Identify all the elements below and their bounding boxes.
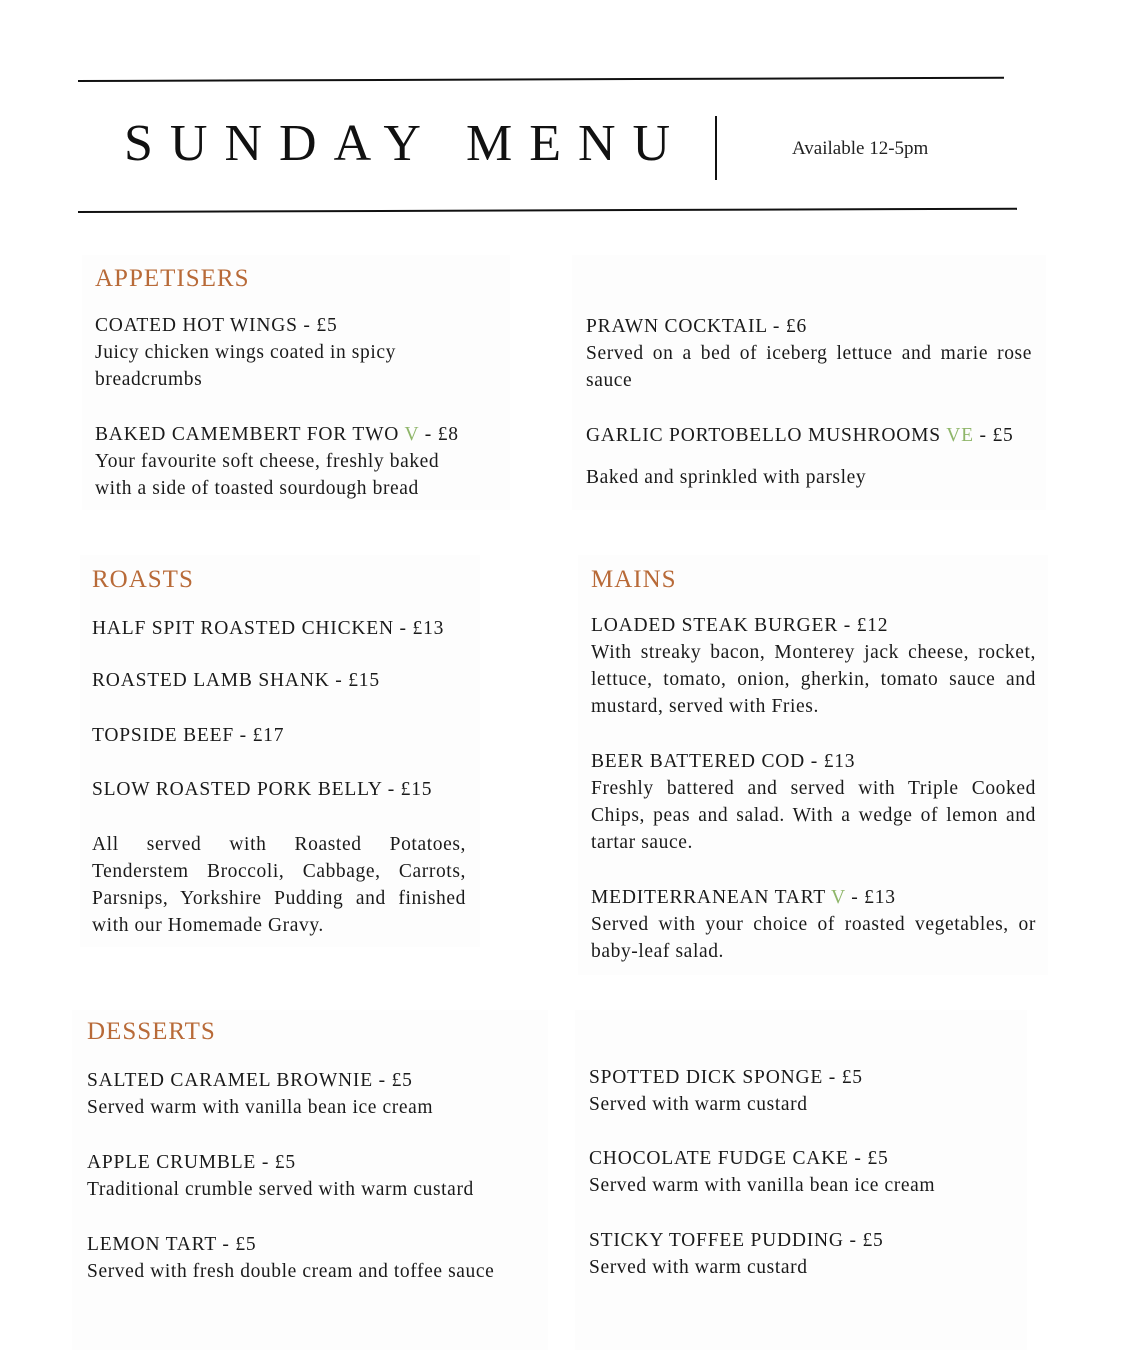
item-description: Traditional crumble served with warm custard bbox=[87, 1179, 474, 1200]
item-name: SALTED CARAMEL BROWNIE bbox=[87, 1070, 373, 1091]
item-name: STICKY TOFFEE PUDDING bbox=[589, 1230, 844, 1251]
menu-item-apple-crumble: APPLE CRUMBLE - £5 Traditional crumble served with warm custard bbox=[87, 1149, 474, 1203]
item-price: £17 bbox=[252, 725, 285, 746]
item-price: £15 bbox=[348, 670, 380, 691]
item-name: ROASTED LAMB SHANK bbox=[92, 670, 330, 691]
item-name: TOPSIDE BEEF bbox=[92, 725, 234, 746]
item-description: Served with fresh double cream and toffee sauce bbox=[87, 1261, 495, 1282]
item-name: SPOTTED DICK SPONGE bbox=[589, 1067, 824, 1088]
menu-item-mediterranean-tart: MEDITERRANEAN TART V - £13 Served with your choice of roasted vegetables, or baby-leaf salad. bbox=[591, 884, 1036, 965]
menu-item-lemon-tart: LEMON TART - £5 Served with fresh double cream and toffee sauce bbox=[87, 1231, 494, 1285]
item-price: £12 bbox=[856, 615, 889, 636]
item-price: £5 bbox=[841, 1067, 863, 1088]
item-name: CHOCOLATE FUDGE CAKE bbox=[589, 1148, 849, 1169]
item-description: Juicy chicken wings coated in spicy breadcrumbs bbox=[95, 342, 396, 390]
menu-item-beer-battered-cod: BEER BATTERED COD - £13 Freshly battered and served with Triple Cooked Chips, peas and salad. With a wedge of lemon and tartar sauce. bbox=[591, 748, 1036, 856]
item-description: Served warm with vanilla bean ice cream bbox=[87, 1097, 434, 1118]
item-description: Baked and sprinkled with parsley bbox=[586, 467, 867, 488]
item-name: SLOW ROASTED PORK BELLY bbox=[92, 779, 383, 800]
menu-item-topside-beef: TOPSIDE BEEF - £17 bbox=[92, 725, 285, 746]
item-name: BEER BATTERED COD bbox=[591, 751, 806, 772]
item-name: MEDITERRANEAN TART bbox=[591, 887, 826, 908]
item-name: PRAWN COCKTAIL bbox=[586, 316, 768, 337]
item-price: £5 bbox=[235, 1234, 257, 1255]
menu-item-prawn-cocktail: PRAWN COCKTAIL - £6 Served on a bed of iceberg lettuce and marie rose sauce bbox=[586, 313, 1032, 394]
item-name: LEMON TART bbox=[87, 1234, 217, 1255]
item-price: £5 bbox=[274, 1152, 296, 1173]
item-price: £5 bbox=[992, 425, 1014, 446]
item-price: £13 bbox=[864, 887, 896, 908]
item-price: £6 bbox=[785, 316, 807, 337]
menu-item-salted-caramel-brownie: SALTED CARAMEL BROWNIE - £5 Served warm with vanilla bean ice cream bbox=[87, 1067, 433, 1121]
menu-item-coated-hot-wings: COATED HOT WINGS - £5 Juicy chicken wings coated in spicy breadcrumbs bbox=[95, 312, 485, 393]
item-description: Served with warm custard bbox=[589, 1257, 808, 1278]
availability-text: Available 12-5pm bbox=[792, 138, 929, 159]
item-name: BAKED CAMEMBERT FOR TWO bbox=[95, 424, 400, 445]
roasts-accompaniments-note: All served with Roasted Potatoes, Tenderstem Broccoli, Cabbage, Carrots, Parsnips, Yorkshire Pudding and finished with our Homemade Gravy. bbox=[92, 834, 466, 936]
menu-item-pork-belly: SLOW ROASTED PORK BELLY - £15 bbox=[92, 779, 433, 800]
menu-item-half-spit-chicken: HALF SPIT ROASTED CHICKEN - £13 bbox=[92, 618, 445, 639]
header-divider bbox=[715, 116, 717, 180]
item-price: £5 bbox=[391, 1070, 413, 1091]
item-price: £15 bbox=[400, 779, 433, 800]
appetisers-heading: APPETISERS bbox=[95, 265, 250, 292]
item-description: Your favourite soft cheese, freshly baked with a side of toasted sourdough bread bbox=[95, 451, 440, 499]
item-name: APPLE CRUMBLE bbox=[87, 1152, 257, 1173]
item-name: GARLIC PORTOBELLO MUSHROOMS bbox=[586, 425, 941, 446]
desserts-heading: DESSERTS bbox=[87, 1018, 216, 1045]
header-top-rule bbox=[78, 77, 1004, 82]
roasts-heading: ROASTS bbox=[92, 566, 194, 593]
item-description: Served with warm custard bbox=[589, 1094, 808, 1115]
vegan-badge: VE bbox=[946, 425, 974, 446]
item-name: COATED HOT WINGS bbox=[95, 315, 298, 336]
header-bottom-rule bbox=[78, 208, 1017, 213]
menu-item-steak-burger: LOADED STEAK BURGER - £12 With streaky bacon, Monterey jack cheese, rocket, lettuce, tomato, onion, gherkin, tomato sauce and mustard, served with Fries. bbox=[591, 612, 1036, 720]
item-description: Served warm with vanilla bean ice cream bbox=[589, 1175, 936, 1196]
menu-item-spotted-dick-sponge: SPOTTED DICK SPONGE - £5 Served with warm custard bbox=[589, 1064, 863, 1118]
item-name: HALF SPIT ROASTED CHICKEN bbox=[92, 618, 394, 639]
item-description: Freshly battered and served with Triple Cooked Chips, peas and salad. With a wedge of lemon and tartar sauce. bbox=[591, 778, 1036, 853]
page-title: SUNDAY MENU bbox=[124, 115, 688, 172]
vegetarian-badge: V bbox=[830, 887, 846, 908]
item-name: LOADED STEAK BURGER bbox=[591, 615, 839, 636]
item-description: With streaky bacon, Monterey jack cheese, rocket, lettuce, tomato, onion, gherkin, tomato sauce and mustard, served with Fries. bbox=[591, 642, 1036, 717]
item-price: £5 bbox=[867, 1148, 889, 1169]
item-price: £8 bbox=[437, 424, 459, 445]
mains-heading: MAINS bbox=[591, 566, 677, 593]
item-description: Served with your choice of roasted vegetables, or baby-leaf salad. bbox=[591, 914, 1036, 962]
item-price: £13 bbox=[412, 618, 445, 639]
menu-item-lamb-shank: ROASTED LAMB SHANK - £15 bbox=[92, 670, 380, 691]
item-description: Served on a bed of iceberg lettuce and marie rose sauce bbox=[586, 343, 1032, 391]
item-price: £5 bbox=[316, 315, 338, 336]
item-price: £13 bbox=[823, 751, 856, 772]
menu-item-baked-camembert: BAKED CAMEMBERT FOR TWO V - £8 Your favourite soft cheese, freshly baked with a side of toasted sourdough bread bbox=[95, 421, 470, 502]
menu-item-sticky-toffee-pudding: STICKY TOFFEE PUDDING - £5 Served with warm custard bbox=[589, 1227, 884, 1281]
menu-item-chocolate-fudge-cake: CHOCOLATE FUDGE CAKE - £5 Served warm with vanilla bean ice cream bbox=[589, 1145, 935, 1199]
item-price: £5 bbox=[862, 1230, 884, 1251]
menu-item-garlic-mushrooms: GARLIC PORTOBELLO MUSHROOMS VE - £5 Baked and sprinkled with parsley bbox=[586, 422, 1032, 491]
vegetarian-badge: V bbox=[404, 424, 420, 445]
